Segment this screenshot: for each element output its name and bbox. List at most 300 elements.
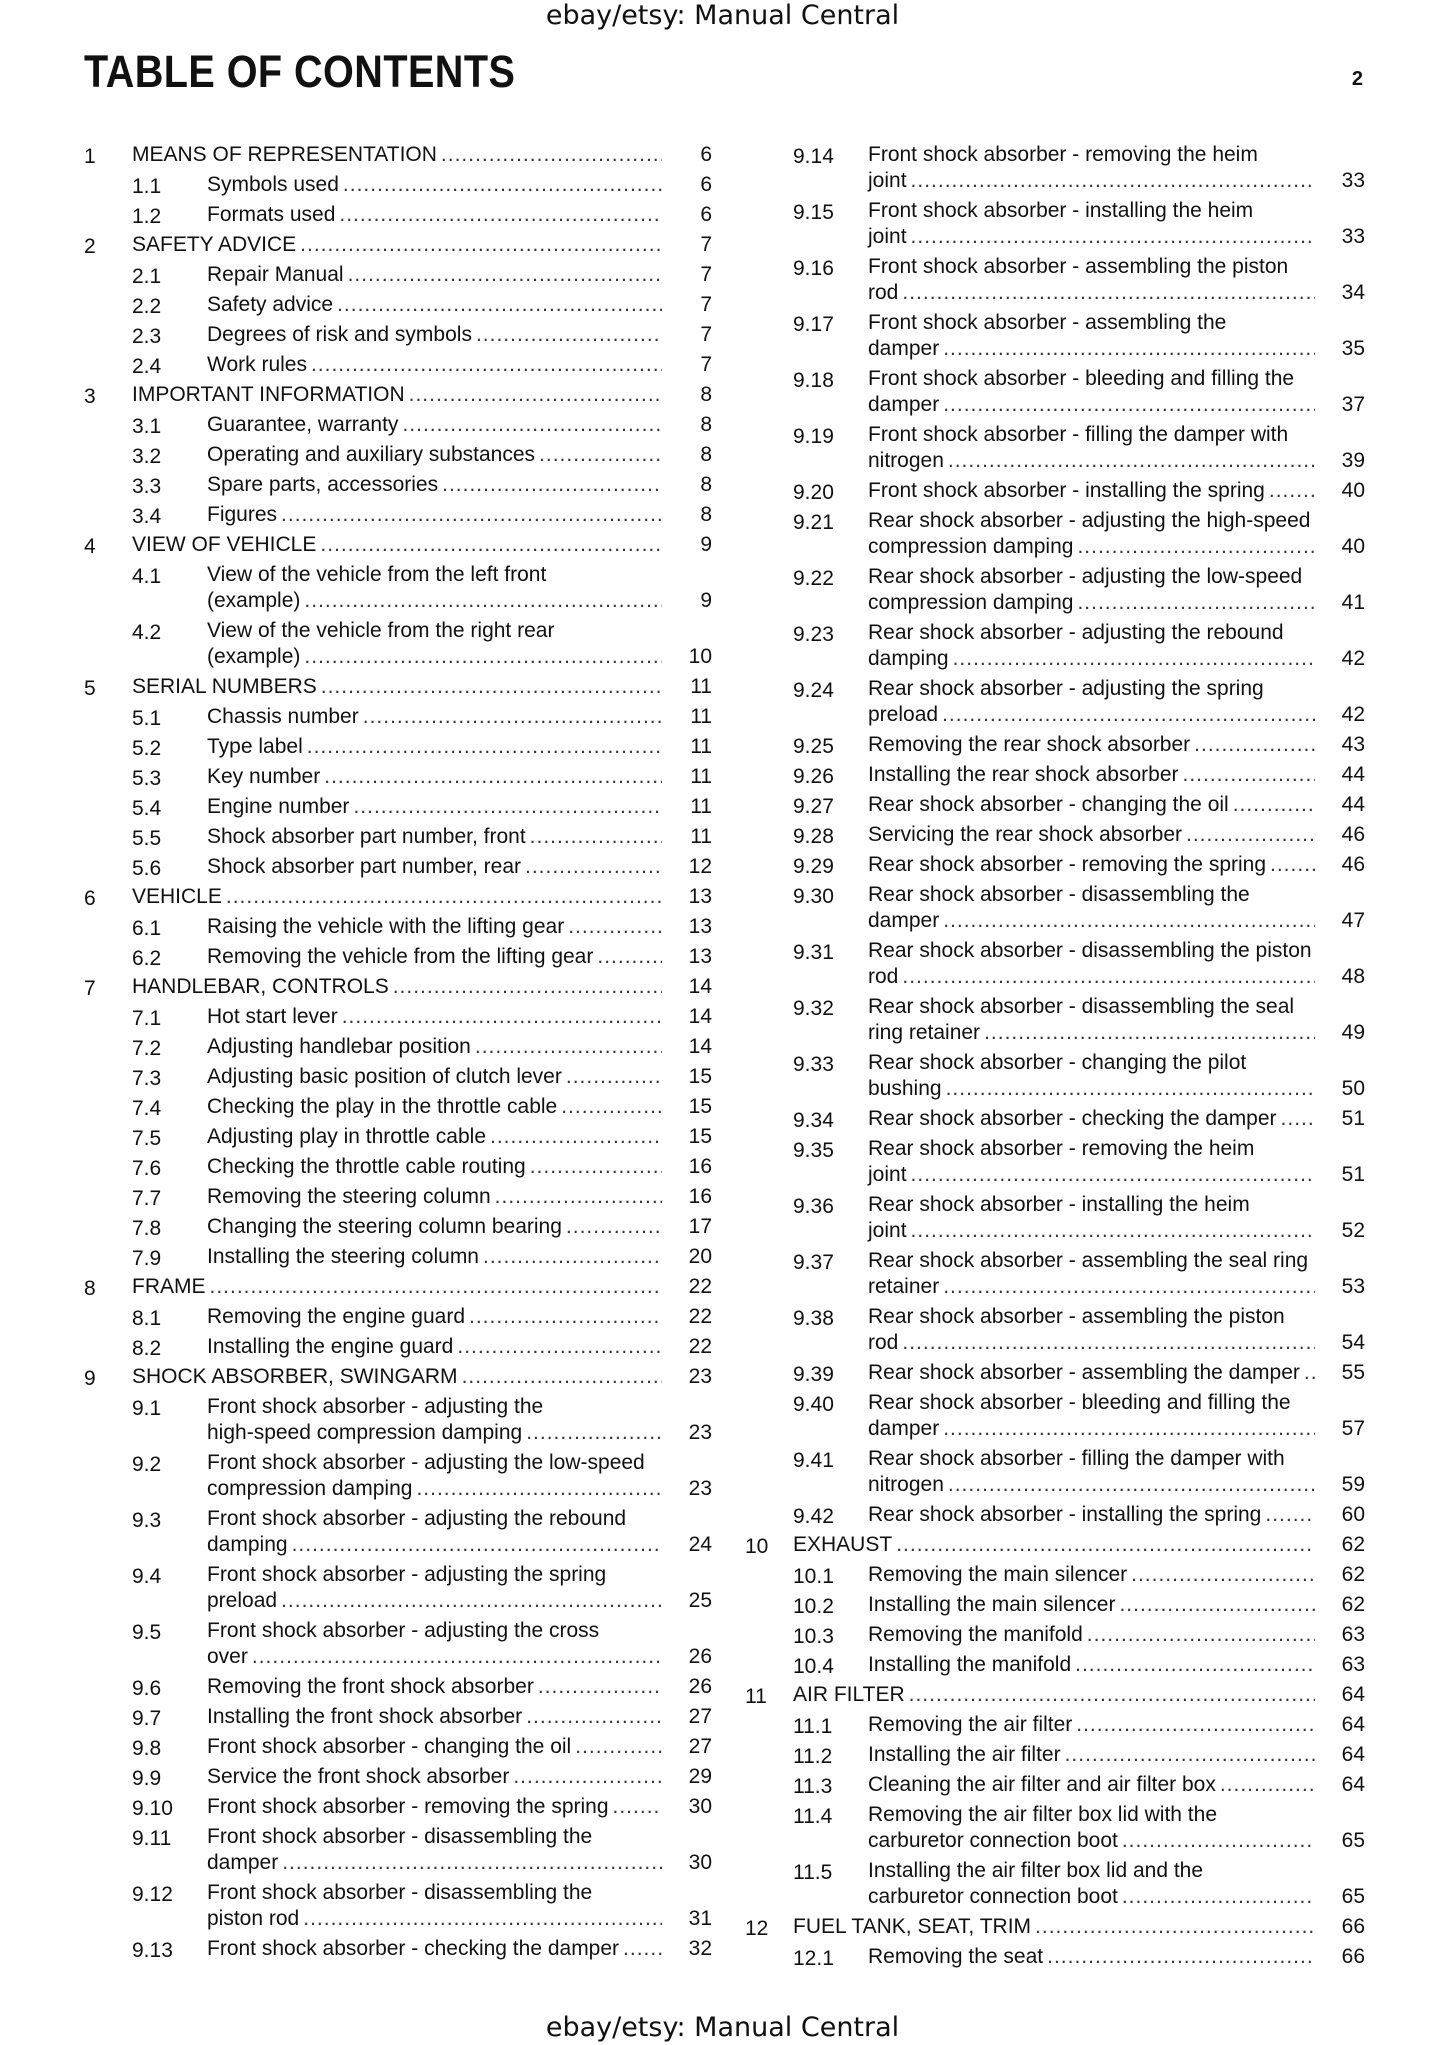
toc-entry-page: 64 — [1341, 1743, 1365, 1766]
toc-entry-page: 31 — [688, 1907, 712, 1930]
toc-section-entry[interactable] — [84, 1704, 712, 1730]
toc-entry-title: (example) — [207, 645, 301, 668]
toc-chapter-entry[interactable] — [84, 1274, 712, 1300]
toc-entry-title: Rear shock absorber - assembling the seal ring — [868, 1249, 1309, 1272]
toc-entry-page: 43 — [1341, 733, 1365, 756]
toc-entry-number: 11.3 — [793, 1775, 833, 1798]
toc-entry-number: 7.1 — [132, 1007, 162, 1030]
toc-entry-page: 33 — [1341, 169, 1365, 192]
toc-section-entry[interactable] — [84, 1154, 712, 1180]
toc-entry-title: joint — [868, 1163, 907, 1186]
toc-section-entry[interactable] — [84, 1824, 712, 1876]
toc-entry-page: 20 — [688, 1245, 712, 1268]
dot-leader — [1077, 590, 1315, 616]
toc-entry-page: 14 — [688, 1005, 712, 1028]
toc-entry-number: 9.9 — [132, 1767, 162, 1790]
dot-leader — [1076, 1712, 1315, 1738]
dot-leader — [483, 1244, 662, 1270]
toc-entry-page: 27 — [688, 1705, 712, 1728]
toc-section-entry[interactable] — [84, 1880, 712, 1932]
toc-entry-title: Rear shock absorber - assembling the damper — [868, 1361, 1300, 1384]
toc-entry-number: 9.26 — [793, 765, 834, 788]
toc-entry-number: 9.22 — [793, 567, 834, 590]
dot-leader — [526, 1420, 662, 1446]
toc-section-entry[interactable] — [745, 1592, 1365, 1618]
toc-entry-title: Rear shock absorber - removing the heim — [868, 1137, 1255, 1160]
dot-leader — [942, 702, 1315, 728]
toc-entry-number: 12 — [745, 1917, 769, 1940]
dot-leader — [525, 854, 662, 880]
toc-section-entry[interactable] — [745, 1742, 1365, 1768]
toc-entry-title: Rear shock absorber - bleeding and filling the — [868, 1391, 1291, 1414]
toc-entry-title: compression damping — [207, 1477, 413, 1500]
toc-entry-number: 9.37 — [793, 1251, 834, 1274]
toc-section-entry[interactable] — [745, 1446, 1365, 1498]
toc-section-entry[interactable] — [745, 762, 1365, 788]
toc-entry-page: 62 — [1341, 1563, 1365, 1586]
dot-leader — [911, 224, 1315, 250]
toc-entry-page: 40 — [1341, 535, 1365, 558]
toc-entry-title: Rear shock absorber - disassembling the piston — [868, 939, 1312, 962]
toc-entry-number: 1 — [84, 145, 96, 168]
toc-entry-number: 7.6 — [132, 1157, 162, 1180]
toc-section-entry[interactable] — [84, 502, 712, 528]
toc-entry-number: 4.2 — [132, 621, 162, 644]
toc-section-entry[interactable] — [84, 1506, 712, 1558]
toc-entry-title: Front shock absorber - adjusting the cross — [207, 1619, 600, 1642]
toc-entry-number: 10.4 — [793, 1655, 834, 1678]
toc-entry-page: 46 — [1341, 823, 1365, 846]
toc-entry-title: Removing the steering column — [207, 1185, 491, 1208]
toc-entry-page: 46 — [1341, 853, 1365, 876]
toc-section-entry[interactable] — [84, 944, 712, 970]
toc-entry-number: 1.1 — [132, 175, 162, 198]
toc-section-entry[interactable] — [745, 1772, 1365, 1798]
toc-entry-page: 53 — [1341, 1275, 1365, 1298]
toc-entry-title: nitrogen — [868, 449, 944, 472]
toc-entry-number: 9.38 — [793, 1307, 834, 1330]
toc-chapter-entry[interactable] — [84, 974, 712, 1000]
toc-section-entry[interactable] — [84, 1394, 712, 1446]
toc-section-entry[interactable] — [84, 764, 712, 790]
toc-section-entry[interactable] — [84, 262, 712, 288]
toc-section-entry[interactable] — [84, 1094, 712, 1120]
toc-section-entry[interactable] — [745, 822, 1365, 848]
toc-section-entry[interactable] — [84, 1618, 712, 1670]
toc-section-entry[interactable] — [745, 1304, 1365, 1356]
toc-entry-page: 24 — [688, 1533, 712, 1556]
toc-section-entry[interactable] — [745, 1944, 1365, 1970]
toc-chapter-entry[interactable] — [84, 674, 712, 700]
toc-entry-title: Rear shock absorber - disassembling the — [868, 883, 1250, 906]
toc-entry-title: Front shock absorber - assembling the — [868, 311, 1227, 334]
toc-section-entry[interactable] — [84, 1674, 712, 1700]
toc-chapter-entry[interactable] — [84, 1364, 712, 1390]
toc-entry-page: 49 — [1341, 1021, 1365, 1044]
toc-entry-number: 3.2 — [132, 445, 162, 468]
toc-section-entry[interactable] — [84, 292, 712, 318]
toc-entry-number: 9.17 — [793, 313, 834, 336]
toc-entry-number: 5.5 — [132, 827, 162, 850]
dot-leader — [943, 1274, 1315, 1300]
dot-leader — [462, 1364, 662, 1390]
dot-leader — [442, 472, 662, 498]
toc-entry-page: 25 — [688, 1589, 712, 1612]
toc-entry-page: 8 — [700, 503, 712, 526]
watermark-bottom: ebay/etsy: Manual Central — [545, 2012, 900, 2043]
dot-leader — [300, 232, 662, 258]
dot-leader — [337, 292, 662, 318]
dot-leader — [353, 794, 662, 820]
dot-leader — [1087, 1622, 1315, 1648]
toc-section-entry[interactable] — [745, 1248, 1365, 1300]
dot-leader — [902, 280, 1315, 306]
toc-entry-page: 22 — [688, 1275, 712, 1298]
toc-section-entry[interactable] — [84, 562, 712, 614]
dot-leader — [1304, 1360, 1315, 1386]
dot-leader — [1186, 822, 1315, 848]
toc-entry-page: 29 — [688, 1765, 712, 1788]
toc-entry-title: Removing the manifold — [868, 1623, 1083, 1646]
dot-leader — [339, 202, 662, 228]
toc-entry-title: rod — [868, 281, 899, 304]
toc-section-entry[interactable] — [745, 1192, 1365, 1244]
dot-leader — [304, 644, 662, 670]
toc-entry-page: 50 — [1341, 1077, 1365, 1100]
dot-leader — [476, 322, 662, 348]
toc-entry-page: 11 — [690, 795, 712, 818]
toc-entry-page: 47 — [1341, 909, 1365, 932]
dot-leader — [597, 944, 662, 970]
dot-leader — [902, 1330, 1315, 1356]
toc-chapter-entry[interactable] — [84, 884, 712, 910]
toc-section-entry[interactable] — [745, 620, 1365, 672]
dot-leader — [1122, 1884, 1315, 1910]
dot-leader — [911, 1218, 1315, 1244]
toc-section-entry[interactable] — [745, 1050, 1365, 1102]
toc-entry-number: 5.1 — [132, 707, 162, 730]
toc-section-entry[interactable] — [84, 1936, 712, 1962]
toc-section-entry[interactable] — [745, 478, 1365, 504]
toc-entry-number: 9.11 — [132, 1827, 172, 1850]
toc-entry-page: 66 — [1341, 1915, 1365, 1938]
dot-leader — [575, 1734, 662, 1760]
toc-chapter-entry[interactable] — [84, 232, 712, 258]
toc-entry-title: Removing the seat — [868, 1945, 1044, 1968]
toc-section-entry[interactable] — [84, 1064, 712, 1090]
dot-leader — [896, 1532, 1315, 1558]
toc-entry-page: 42 — [1341, 647, 1365, 670]
toc-entry-title: Checking the throttle cable routing — [207, 1155, 526, 1178]
toc-section-entry[interactable] — [84, 1764, 712, 1790]
toc-entry-page: 6 — [700, 173, 712, 196]
toc-entry-page: 6 — [700, 143, 712, 166]
toc-section-entry[interactable] — [84, 1244, 712, 1270]
toc-entry-page: 7 — [700, 323, 712, 346]
toc-entry-page: 60 — [1341, 1503, 1365, 1526]
toc-entry-number: 2.4 — [132, 355, 162, 378]
toc-section-entry[interactable] — [84, 824, 712, 850]
toc-entry-number: 8 — [84, 1277, 96, 1300]
toc-section-entry[interactable] — [745, 1136, 1365, 1188]
toc-section-entry[interactable] — [745, 1802, 1365, 1854]
toc-entry-title: Removing the air filter box lid with the — [868, 1803, 1217, 1826]
toc-section-entry[interactable] — [745, 1390, 1365, 1442]
toc-entry-page: 12 — [688, 855, 712, 878]
toc-section-entry[interactable] — [745, 732, 1365, 758]
dot-leader — [490, 1124, 662, 1150]
toc-entry-title: preload — [207, 1589, 278, 1612]
toc-entry-page: 11 — [690, 825, 712, 848]
toc-entry-title: Installing the manifold — [868, 1653, 1072, 1676]
toc-entry-number: 2.2 — [132, 295, 162, 318]
toc-entry-title: Rear shock absorber - removing the spring — [868, 853, 1267, 876]
toc-entry-page: 23 — [688, 1421, 712, 1444]
dot-leader — [566, 1064, 662, 1090]
toc-entry-title: Removing the engine guard — [207, 1305, 466, 1328]
toc-entry-title: piston rod — [207, 1907, 300, 1930]
dot-leader — [984, 1020, 1315, 1046]
toc-entry-title: Shock absorber part number, rear — [207, 855, 521, 878]
toc-entry-title: Key number — [207, 765, 321, 788]
toc-entry-title: Service the front shock absorber — [207, 1765, 510, 1788]
toc-section-entry[interactable] — [745, 1360, 1365, 1386]
toc-entry-title: Removing the main silencer — [868, 1563, 1128, 1586]
toc-section-entry[interactable] — [745, 1858, 1365, 1910]
toc-section-entry[interactable] — [84, 1334, 712, 1360]
toc-entry-number: 9.23 — [793, 623, 834, 646]
toc-entry-number: 9.27 — [793, 795, 834, 818]
toc-entry-page: 26 — [688, 1645, 712, 1668]
toc-section-entry[interactable] — [84, 1184, 712, 1210]
toc-entry-number: 9.24 — [793, 679, 834, 702]
toc-section-entry[interactable] — [84, 322, 712, 348]
toc-entry-title: Formats used — [207, 203, 336, 226]
toc-entry-title: Rear shock absorber - adjusting the rebound — [868, 621, 1284, 644]
toc-entry-page: 11 — [690, 705, 712, 728]
toc-section-entry[interactable] — [84, 704, 712, 730]
toc-entry-number: 8.1 — [132, 1307, 162, 1330]
toc-entry-title: AIR FILTER — [793, 1683, 905, 1706]
toc-entry-title: Guarantee, warranty — [207, 413, 399, 436]
toc-entry-page: 8 — [700, 413, 712, 436]
toc-chapter-entry[interactable] — [84, 142, 712, 168]
dot-leader — [526, 1704, 662, 1730]
dot-leader — [311, 352, 662, 378]
toc-entry-title: Degrees of risk and symbols — [207, 323, 472, 346]
dot-leader — [568, 914, 662, 940]
toc-entry-page: 54 — [1341, 1331, 1365, 1354]
toc-entry-title: damper — [207, 1851, 279, 1874]
toc-entry-page: 13 — [688, 945, 712, 968]
toc-chapter-entry[interactable] — [84, 532, 712, 558]
dot-leader — [252, 1644, 662, 1670]
toc-section-entry[interactable] — [84, 472, 712, 498]
toc-entry-title: Figures — [207, 503, 278, 526]
toc-entry-title: Removing the air filter — [868, 1713, 1073, 1736]
toc-entry-title: over — [207, 1645, 248, 1668]
dot-leader — [909, 1682, 1315, 1708]
toc-entry-title: VEHICLE — [132, 885, 222, 908]
dot-leader — [495, 1184, 662, 1210]
toc-left-column — [84, 142, 712, 1966]
toc-section-entry[interactable] — [745, 676, 1365, 728]
toc-section-entry[interactable] — [745, 1502, 1365, 1528]
toc-entry-page: 7 — [700, 293, 712, 316]
toc-section-entry[interactable] — [745, 422, 1365, 474]
dot-leader — [393, 974, 662, 1000]
toc-section-entry[interactable] — [745, 198, 1365, 250]
toc-section-entry[interactable] — [745, 1562, 1365, 1588]
toc-entry-number: 9.15 — [793, 201, 834, 224]
toc-entry-number: 9.5 — [132, 1621, 162, 1644]
toc-entry-title: Rear shock absorber - assembling the piston — [868, 1305, 1285, 1328]
toc-section-entry[interactable] — [84, 172, 712, 198]
toc-section-entry[interactable] — [84, 618, 712, 670]
dot-leader — [469, 1304, 662, 1330]
toc-entry-title: carburetor connection boot — [868, 1829, 1118, 1852]
toc-section-entry[interactable] — [84, 1450, 712, 1502]
toc-entry-title: Safety advice — [207, 293, 334, 316]
toc-entry-page: 64 — [1341, 1683, 1365, 1706]
toc-section-entry[interactable] — [745, 310, 1365, 362]
toc-entry-number: 10.3 — [793, 1625, 834, 1648]
dot-leader — [1194, 732, 1315, 758]
toc-entry-page: 48 — [1341, 965, 1365, 988]
toc-entry-page: 65 — [1341, 1829, 1365, 1852]
toc-entry-number: 5.6 — [132, 857, 162, 880]
dot-leader — [530, 824, 662, 850]
toc-entry-title: Shock absorber part number, front — [207, 825, 526, 848]
toc-section-entry[interactable] — [84, 794, 712, 820]
toc-entry-title: ring retainer — [868, 1021, 981, 1044]
toc-entry-title: bushing — [868, 1077, 942, 1100]
toc-entry-number: 9.14 — [793, 145, 834, 168]
toc-entry-title: Installing the steering column — [207, 1245, 479, 1268]
toc-section-entry[interactable] — [84, 1124, 712, 1150]
toc-section-entry[interactable] — [745, 792, 1365, 818]
toc-section-entry[interactable] — [84, 1304, 712, 1330]
dot-leader — [1077, 534, 1315, 560]
toc-section-entry[interactable] — [84, 1562, 712, 1614]
toc-section-entry[interactable] — [84, 914, 712, 940]
toc-section-entry[interactable] — [84, 854, 712, 880]
toc-entry-title: retainer — [868, 1275, 940, 1298]
toc-entry-title: joint — [868, 225, 907, 248]
toc-entry-title: Front shock absorber - removing the heim — [868, 143, 1258, 166]
toc-section-entry[interactable] — [84, 734, 712, 760]
toc-entry-page: 7 — [700, 263, 712, 286]
toc-entry-title: SAFETY ADVICE — [132, 233, 297, 256]
toc-entry-page: 33 — [1341, 225, 1365, 248]
toc-entry-title: Installing the air filter — [868, 1743, 1061, 1766]
toc-section-entry[interactable] — [84, 442, 712, 468]
toc-entry-number: 1.2 — [132, 205, 162, 228]
toc-section-entry[interactable] — [745, 142, 1365, 194]
toc-section-entry[interactable] — [84, 412, 712, 438]
toc-entry-number: 7.8 — [132, 1217, 162, 1240]
toc-section-entry[interactable] — [84, 202, 712, 228]
toc-entry-title: Cleaning the air filter and air filter box — [868, 1773, 1216, 1796]
toc-entry-page: 23 — [688, 1477, 712, 1500]
toc-entry-number: 4.1 — [132, 565, 162, 588]
toc-section-entry[interactable] — [745, 882, 1365, 934]
toc-entry-page: 66 — [1341, 1945, 1365, 1968]
toc-entry-page: 44 — [1341, 763, 1365, 786]
toc-section-entry[interactable] — [745, 508, 1365, 560]
toc-entry-title: Removing the vehicle from the lifting gear — [207, 945, 594, 968]
dot-leader — [304, 588, 662, 614]
toc-entry-number: 7.9 — [132, 1247, 162, 1270]
toc-section-entry[interactable] — [84, 352, 712, 378]
toc-entry-page: 23 — [688, 1365, 712, 1388]
dot-leader — [363, 704, 662, 730]
dot-leader — [1131, 1562, 1315, 1588]
toc-entry-page: 41 — [1341, 591, 1365, 614]
toc-entry-page: 11 — [690, 675, 712, 698]
toc-entry-page: 62 — [1341, 1593, 1365, 1616]
toc-section-entry[interactable] — [84, 1734, 712, 1760]
toc-section-entry[interactable] — [745, 852, 1365, 878]
toc-section-entry[interactable] — [84, 1794, 712, 1820]
toc-entry-page: 8 — [700, 383, 712, 406]
toc-entry-number: 11.2 — [793, 1745, 833, 1768]
dot-leader — [1265, 1502, 1315, 1528]
dot-leader — [538, 1674, 662, 1700]
toc-entry-title: Front shock absorber - adjusting the rebound — [207, 1507, 627, 1530]
toc-section-entry[interactable] — [745, 366, 1365, 418]
toc-section-entry[interactable] — [745, 1652, 1365, 1678]
toc-section-entry[interactable] — [84, 1004, 712, 1030]
toc-section-entry[interactable] — [745, 994, 1365, 1046]
toc-section-entry[interactable] — [745, 254, 1365, 306]
dot-leader — [226, 884, 662, 910]
toc-chapter-entry[interactable] — [84, 382, 712, 408]
toc-section-entry[interactable] — [84, 1034, 712, 1060]
toc-entry-page: 44 — [1341, 793, 1365, 816]
toc-entry-page: 14 — [688, 975, 712, 998]
toc-entry-number: 9.25 — [793, 735, 834, 758]
toc-entry-number: 9.31 — [793, 941, 834, 964]
dot-leader — [953, 646, 1315, 672]
toc-section-entry[interactable] — [745, 564, 1365, 616]
toc-section-entry[interactable] — [84, 1214, 712, 1240]
toc-chapter-entry[interactable] — [745, 1532, 1365, 1558]
toc-section-entry[interactable] — [745, 1622, 1365, 1648]
toc-entry-title: Engine number — [207, 795, 350, 818]
toc-chapter-entry[interactable] — [745, 1914, 1365, 1940]
toc-entry-page: 16 — [688, 1185, 712, 1208]
dot-leader — [282, 1850, 662, 1876]
toc-entry-title: Installing the air filter box lid and the — [868, 1859, 1204, 1882]
toc-chapter-entry[interactable] — [745, 1682, 1365, 1708]
toc-entry-page: 13 — [688, 885, 712, 908]
toc-entry-title: Front shock absorber - bleeding and filling the — [868, 367, 1295, 390]
toc-entry-number: 5.2 — [132, 737, 162, 760]
toc-entry-title: carburetor connection boot — [868, 1885, 1118, 1908]
toc-section-entry[interactable] — [745, 938, 1365, 990]
toc-entry-page: 62 — [1341, 1533, 1365, 1556]
toc-entry-number: 9.18 — [793, 369, 834, 392]
toc-entry-page: 11 — [690, 765, 712, 788]
toc-entry-page: 11 — [690, 735, 712, 758]
toc-section-entry[interactable] — [745, 1106, 1365, 1132]
toc-entry-number: 9.36 — [793, 1195, 834, 1218]
dot-leader — [539, 442, 662, 468]
toc-entry-page: 34 — [1341, 281, 1365, 304]
toc-entry-page: 65 — [1341, 1885, 1365, 1908]
toc-section-entry[interactable] — [745, 1712, 1365, 1738]
